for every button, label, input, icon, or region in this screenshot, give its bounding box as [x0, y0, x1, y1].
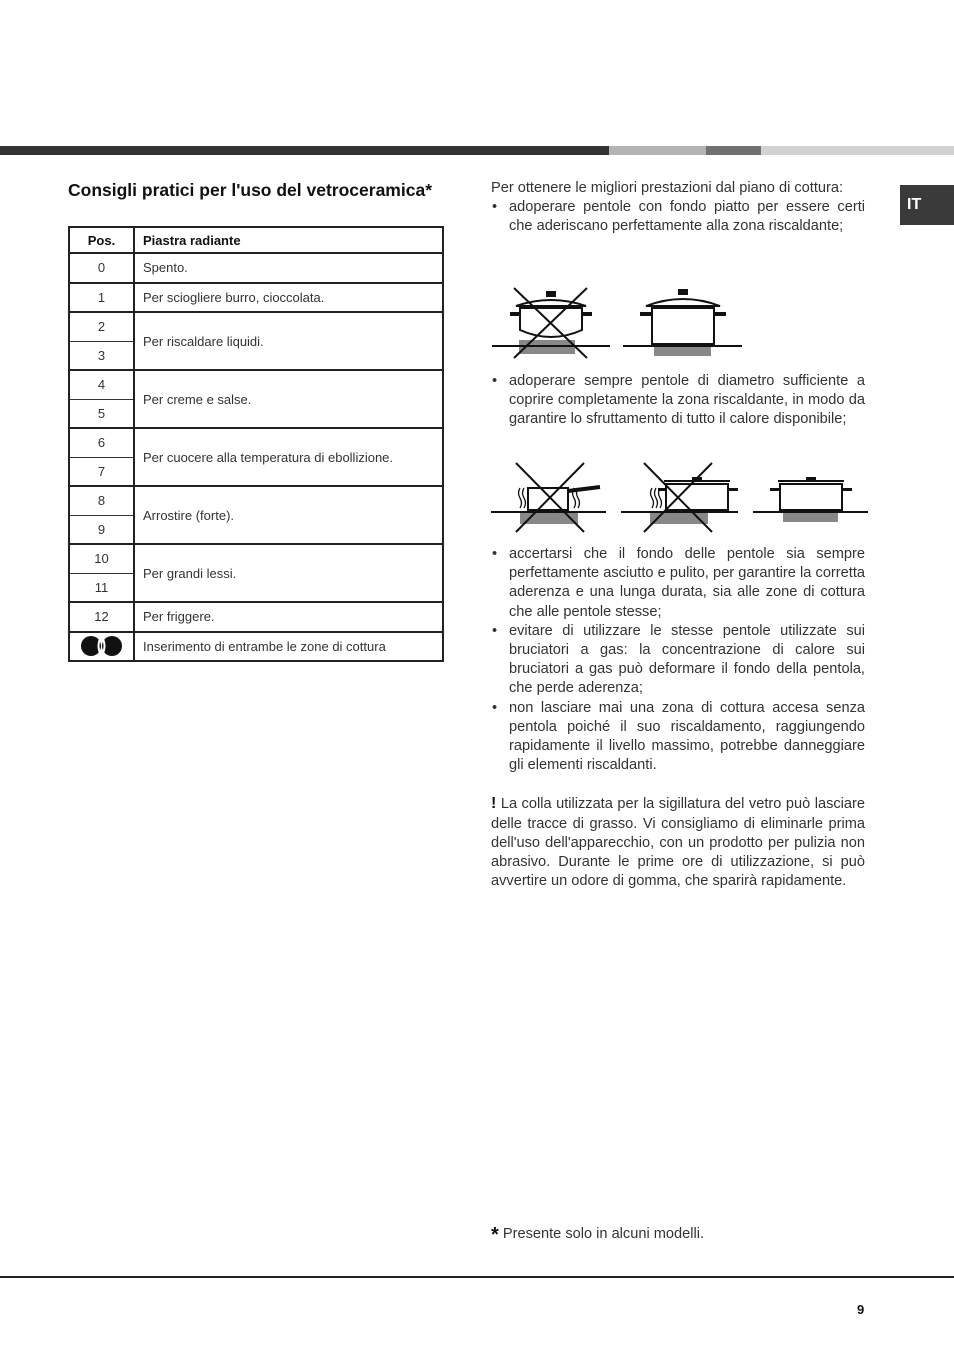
care-block	[491, 545, 865, 891]
pos-cell: 2	[69, 312, 134, 341]
pos-cell: 3	[69, 341, 134, 370]
table-row	[69, 544, 443, 573]
table-row	[69, 312, 443, 341]
wrong-pan-figure	[492, 288, 610, 358]
column-header-desc: Piastra radiante	[134, 227, 443, 253]
pos-cell: 12	[69, 602, 134, 632]
pos-cell: 4	[69, 370, 134, 399]
desc-cell: Per sciogliere burro, cioccolata.	[134, 283, 443, 313]
pos-cell: 9	[69, 515, 134, 544]
small-pan-wrong-figure	[491, 463, 606, 532]
top-bar-pale-segment	[761, 146, 954, 155]
language-tab: IT	[900, 185, 954, 225]
desc-cell: Per cuocere alla temperatura di ebollizione.	[134, 428, 443, 486]
pos-cell	[69, 632, 134, 662]
table-header-row	[69, 227, 443, 253]
dual-zone-icon	[78, 635, 126, 657]
warning-text: La colla utilizzata per la sigillatura del vetro può lasciare delle tracce di grasso. Vi consigliamo di eliminarle prima dell'uso dell'apparecchio, con un prodotto per pulizia non abrasivo. Durante le prime ore di utilizzazione, si può avvertire un odore di gomma, che sparirà rapidamente.	[491, 796, 865, 890]
desc-cell: Inserimento di entrambe le zone di cottura	[134, 632, 443, 662]
table-row	[69, 370, 443, 399]
list-item: • accertarsi che il fondo delle pentole sia sempre perfettamente asciutto e pulito, per garantire la corretta aderenza e una lunga durata, sia alle zone di cottura che alle pentole stesse;	[491, 545, 865, 622]
desc-cell: Arrostire (forte).	[134, 486, 443, 544]
medium-pan-wrong-figure	[621, 463, 738, 532]
flat-bottom-pan-illustration	[490, 286, 745, 362]
table-row	[69, 253, 443, 283]
page-number: 9	[857, 1302, 865, 1317]
desc-cell: Per creme e salse.	[134, 370, 443, 428]
footnote-mark: *	[491, 1224, 499, 1246]
diameter-block	[491, 372, 865, 430]
table-row	[69, 283, 443, 313]
desc-cell: Per riscaldare liquidi.	[134, 312, 443, 370]
top-bar-dark-segment	[0, 146, 609, 155]
pos-cell: 6	[69, 428, 134, 457]
pos-cell: 11	[69, 573, 134, 602]
correct-pan-figure	[623, 289, 742, 356]
list-item: • evitare di utilizzare le stesse pentole utilizzate sui bruciatori a gas: la concentrazione di calore sui bruciatori a gas può deformare il fondo della pentola, che perde aderenza;	[491, 622, 865, 699]
heat-settings-table	[68, 226, 444, 662]
pan-diameter-illustration	[490, 460, 870, 536]
top-bar-light-segment	[609, 146, 706, 155]
list-item: • non lasciare mai una zona di cottura accesa senza pentola poiché il suo riscaldamento, raggiungendo rapidamente il livello massimo, potrebbe danneggiare gli elementi riscaldanti.	[491, 699, 865, 776]
pos-cell: 7	[69, 457, 134, 486]
warning-paragraph	[491, 794, 865, 891]
pos-cell: 1	[69, 283, 134, 313]
pos-cell: 5	[69, 399, 134, 428]
list-item: • adoperare pentole con fondo piatto per essere certi che aderiscano perfettamente alla zona riscaldante;	[491, 198, 865, 236]
section-title: Consigli pratici per l'uso del vetroceramica*	[68, 180, 433, 200]
table-row	[69, 632, 443, 662]
top-color-bar	[0, 146, 954, 155]
table-row	[69, 428, 443, 457]
column-header-pos: Pos.	[69, 227, 134, 253]
pos-cell: 0	[69, 253, 134, 283]
warning-mark: !	[491, 795, 497, 813]
desc-cell: Per grandi lessi.	[134, 544, 443, 602]
bottom-rule	[0, 1276, 954, 1278]
pos-cell: 10	[69, 544, 134, 573]
footnote	[491, 1224, 704, 1247]
pos-cell: 8	[69, 486, 134, 515]
intro-text: Per ottenere le migliori prestazioni dal piano di cottura:	[491, 180, 844, 196]
top-bar-mid-segment	[706, 146, 761, 155]
table-row	[69, 486, 443, 515]
correct-pan-size-figure	[753, 477, 868, 522]
desc-cell: Per friggere.	[134, 602, 443, 632]
table-row	[69, 602, 443, 632]
intro-block	[491, 179, 865, 237]
footnote-text: Presente solo in alcuni modelli.	[502, 1226, 705, 1242]
list-item: • adoperare sempre pentole di diametro sufficiente a coprire completamente la zona riscaldante, in modo da garantire lo sfruttamento di tutto il calore disponibile;	[491, 372, 865, 430]
desc-cell: Spento.	[134, 253, 443, 283]
